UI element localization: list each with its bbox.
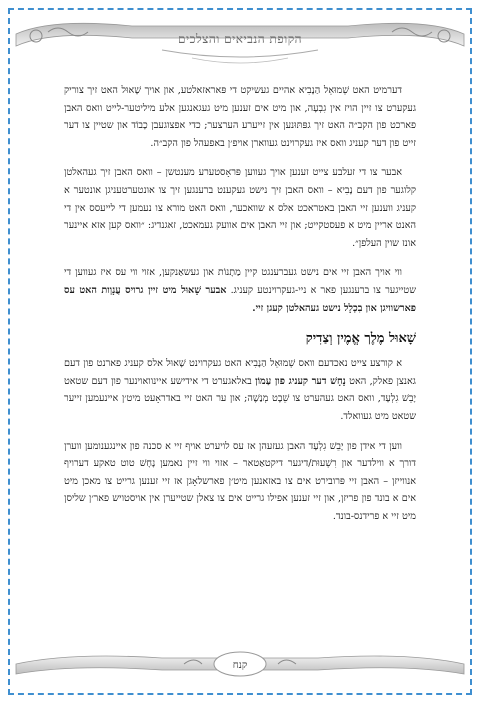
- document-body: [64, 82, 416, 537]
- paragraph-5: ווען די אידן פון יָבֵשׁ גִלְעָד האבן געזעהן אז עס לויערט אויף זיי א סכנה פון איינגענומען ווערן דורך א ווילדער און רִשְׁעוּת/דיגער דיקטאַטאר – אזוי ווי זיין נאמען נָחָשׁ טוט טאקע דערויף אנווייזן – האבן זיי פּרובירט אים צו באזאנען מיט׳ן פארשלאָגן אז זיי זענען גרייט צו מאכן מיט אים א בונד פון פריזן, און זיי זענען אפילו גרייט אים צו צאלן שטייערן אין אויסטויש פאר׳ן שליסן מיט זיי א פרידנס-בונד.: [64, 440, 416, 522]
- footer-ornament: [12, 646, 468, 686]
- paragraph-1: דערמיט האט שְׁמוּאֵל הַנָבִיא אהיים געשיקט די פּאראזאלטע, און אויך שָׁאוּל האט זיך צוריק געקערט צו זיין הויז אין גִבְעָה, און מיט אים זענען מיט געגאנגען אלע מיליטער-לייט וואס האבן פארכט פון הקב״ה האט זיך גפּתּוּנען אין זייערע הערצער; כדי אפצוגעבן כָבוֹד און שטיין צו דער זייט פון דער קעניג וואס איז געקרוינט געווארן אויפ׳ן באפעהל פון הקב״ה.: [64, 85, 416, 149]
- section-heading: שָׁאוּל מֶלֶך אֱמֶין וְצַדִיק: [305, 331, 416, 347]
- paragraph-4-emphasis: נָחָשׁ דער קעניג פון עַמוֹן: [255, 375, 346, 387]
- paragraph-3-text: ווי אויך האבן זיי אים נישט געברענגט קיין מַתָנוֹת און געשאַנקען, אזוי ווי עס איז געווען די שטייגער צו ברענגען פאר א ניי-געקרוינטע קעניג.: [64, 267, 417, 296]
- paragraph-3: [64, 264, 416, 317]
- page-number: קנח: [232, 660, 248, 671]
- paragraph-3-emphasis: אבער שָׁאוּל מיט זיין גרויס עֲנָוְות האט עס פארשוויגן און בִכְלָל נישט געהאלטן קעגן זיי.: [64, 284, 416, 314]
- paragraph-4: [64, 355, 416, 425]
- paragraph-2: אבער צו די זעלבע צייט זענען אויך געווען פּראָסטערע מענטשן – וואס האבן זיך געהאלטן קלוגער פון דעם נָבִיא – וואס האבן זיך נישט געקענט ברענגען זיך צו אונטערטעניגן אונטער א קעניג ווענען זיי האבן באטראכט אלס א שוואכער, וואס האט מורא צו נעמען די לייעסס אין די האנט אריין מיט א פעסטקייט; און זיי האבן אים אוועק געמאכט, זאגנדיג: ״וואס קען אזא איינער אונז שוין העלפן״.: [64, 167, 416, 249]
- header-title: הקופת הנביאים והצלכים: [177, 32, 303, 46]
- header-ornament: [12, 12, 468, 68]
- paragraph-4-text-b: באלאגערט די אידישע איינוואוינער פון דעם שטאט יָבֵשׁ גִלְעָד, וואס האט געהערט צו שֵׁבֶט מְנַשֶׁה; און ער האט זיי באדראָעט מיט׳ן איינעמען זייער שטאט מיט געוואלד.: [64, 375, 416, 422]
- paragraph-4-text-a: א קורצע צייט נאכדעם וואס שְׁמוּאֵל הַנָבִיא האט געקרוינט שָׁאוּל אלס קעניג פארנט פון דעם גאנצן פאלק, האט: [64, 358, 416, 387]
